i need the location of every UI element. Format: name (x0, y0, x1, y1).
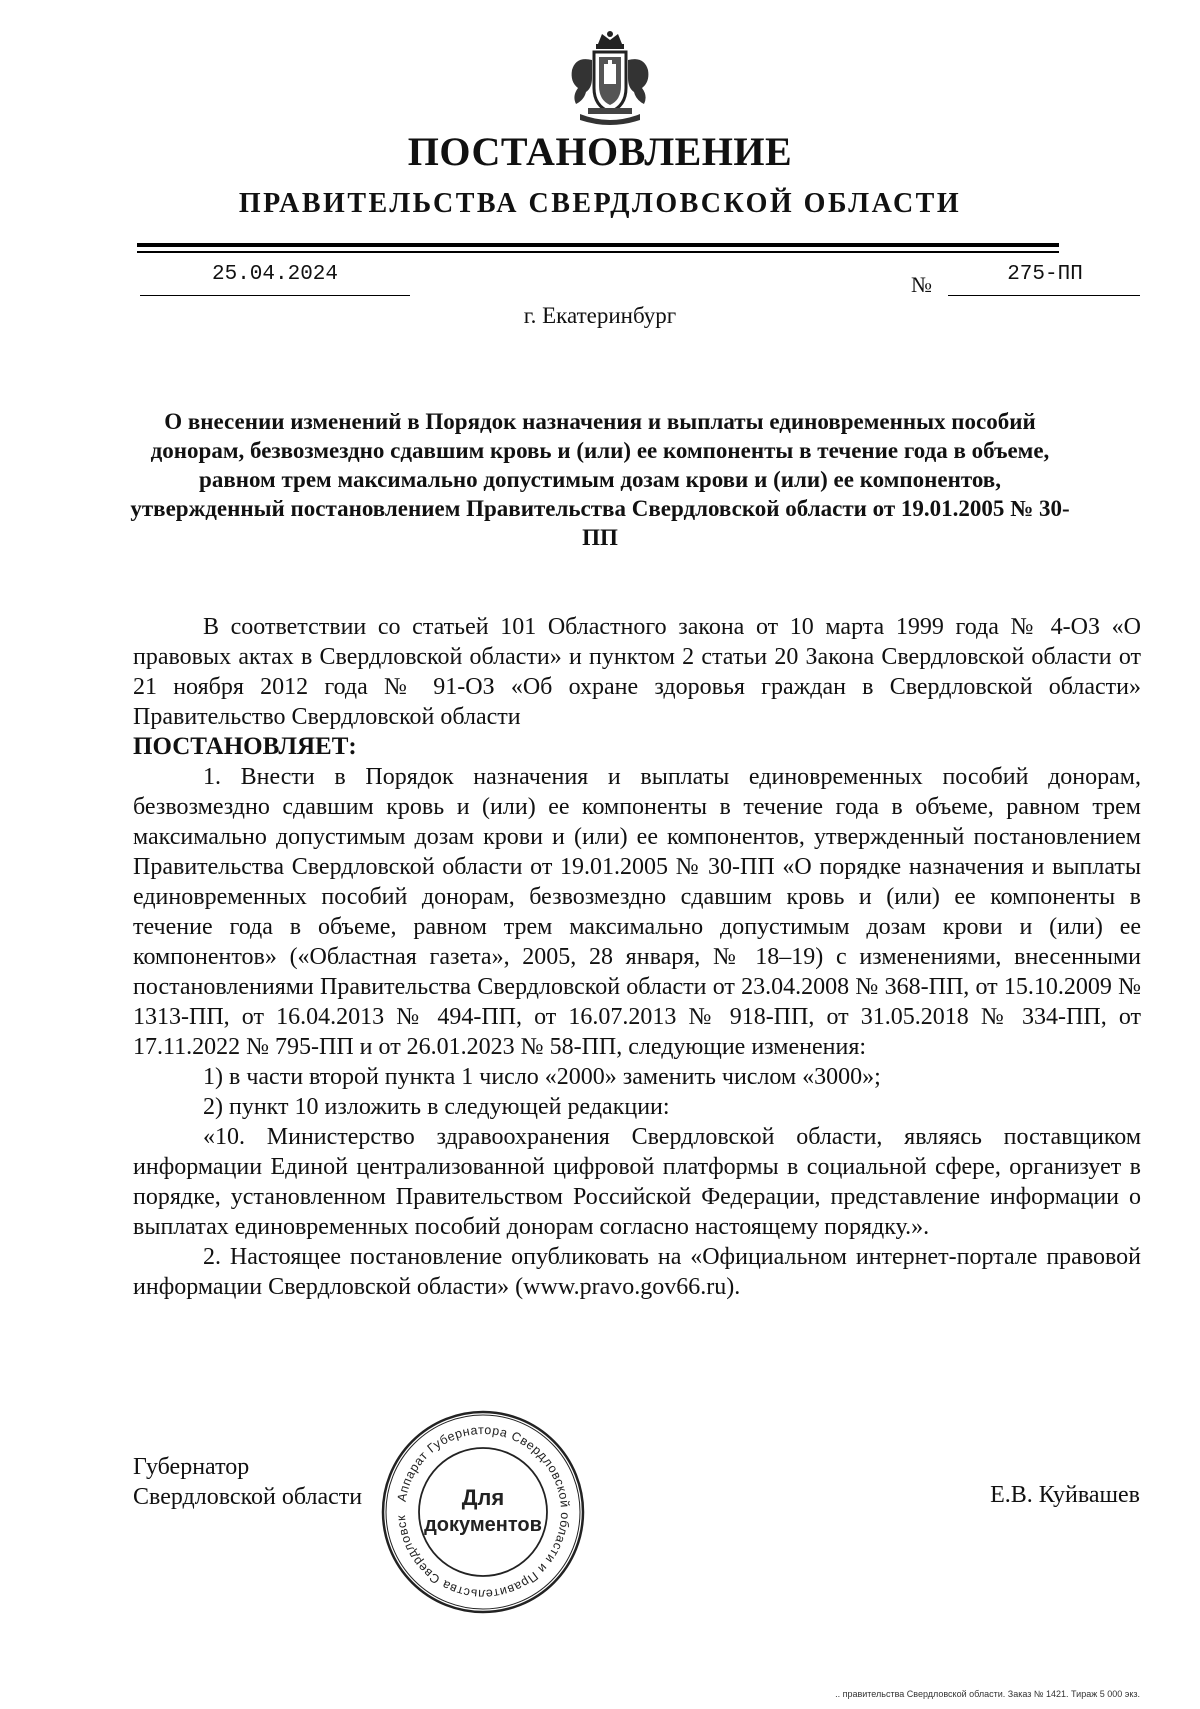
signatory-position-line-1: Губернатор (133, 1454, 250, 1480)
signatory-position-line-2: Свердловской области (133, 1484, 363, 1510)
decree-word: ПОСТАНОВЛЯЕТ: (133, 733, 357, 760)
official-round-stamp (378, 1407, 588, 1617)
date-underline (140, 295, 410, 296)
stamp-center-line-1: Для (461, 1485, 505, 1510)
stamp-ring-text: Аппарат Губернатора Свердловской области и Правительства Свердловск (394, 1422, 573, 1602)
preamble-paragraph: В соответствии со статьей 101 Областного закона от 10 марта 1999 года № 4-ОЗ «О правовых актах в Свердловской области» и пунктом 2 статьи 20 Закона Свердловской области от 21 ноября 2012 года № 91-ОЗ «Об охране здоровья граждан в Свердловской области» Правительство Свердловской области (133, 614, 1141, 730)
document-type-title: ПОСТАНОВЛЕНИЕ (407, 129, 793, 174)
signatory-name: Е.В. Куйвашев (990, 1482, 1140, 1508)
item-2-paragraph: 2. Настоящее постановление опубликовать на «Официальном интернет-портале правовой информации Свердловской области» (www.pravo.gov66.ru). (133, 1244, 1141, 1300)
stamp-center-line-2: документов (424, 1514, 542, 1536)
item-1-paragraph: 1. Внести в Порядок назначения и выплаты единовременных пособий донорам, безвозмездно сдавшим кровь и (или) ее компоненты в течение года в объеме, равном трем максимально допустимым дозам крови и (или) ее компонентов, утвержденный постановлением Правительства Свердловской области от 19.01.2005 № 30-ПП «О порядке назначения и выплаты единовременных пособий донорам, безвозмездно сдавшим кровь и (или) ее компоненты в течение года в объеме, равном трем максимально допустимым дозам крови и (или) ее компонентов» («Областная газета», 2005, 28 января, № 18–19) с изменениями, внесенными постановлениями Правительства Свердловской области от 23.04.2008 № 368-ПП, от 15.10.2009 № 1313-ПП, от 16.04.2013 № 494-ПП, от 16.07.2013 № 918-ПП, от 31.05.2018 № 334-ПП, от 17.11.2022 № 795-ПП и от 26.01.2023 № 58-ПП, следующие изменения: (133, 764, 1141, 1060)
header-rule-thin (137, 251, 1059, 253)
quoted-new-text-paragraph: «10. Министерство здравоохранения Свердловской области, являясь поставщиком информации Единой централизованной цифровой платформы в социальной сфере, организует в порядке, установленном Правительством Российской Федерации, представление информации о выплатах единовременных пособий донорам согласно настоящему порядку.». (133, 1124, 1141, 1240)
coat-of-arms-icon (562, 30, 658, 130)
document-number: 275-ПП (1007, 263, 1083, 286)
subitem-1-paragraph: 1) в части второй пункта 1 число «2000» заменить числом «3000»; (203, 1064, 881, 1090)
document-body (133, 612, 1141, 1302)
signatory-position (133, 1452, 362, 1512)
number-sign: № (911, 272, 932, 297)
issuer-subtitle: ПРАВИТЕЛЬСТВА СВЕРДЛОВСКОЙ ОБЛАСТИ (238, 188, 962, 219)
header-rule-thick (137, 243, 1059, 247)
subitem-2-paragraph: 2) пункт 10 изложить в следующей редакции: (203, 1094, 670, 1120)
print-footer: .. правительства Свердловской области. Заказ № 1421. Тираж 5 000 экз. (835, 1689, 1140, 1699)
document-date: 25.04.2024 (211, 263, 339, 286)
stamp-graphic (378, 1407, 588, 1617)
city-of-issue: г. Екатеринбург (523, 303, 677, 328)
document-heading: О внесении изменений в Порядок назначения и выплаты единовременных пособий донорам, безвозмездно сдавшим кровь и (или) ее компоненты в течение года в объеме, равном трем максимально допустимым дозам крови и (или) ее компонентов, утвержденный постановлением Правительства Свердловской области от 19.01.2005 № 30-ПП (130, 409, 1070, 550)
number-underline (948, 295, 1140, 296)
